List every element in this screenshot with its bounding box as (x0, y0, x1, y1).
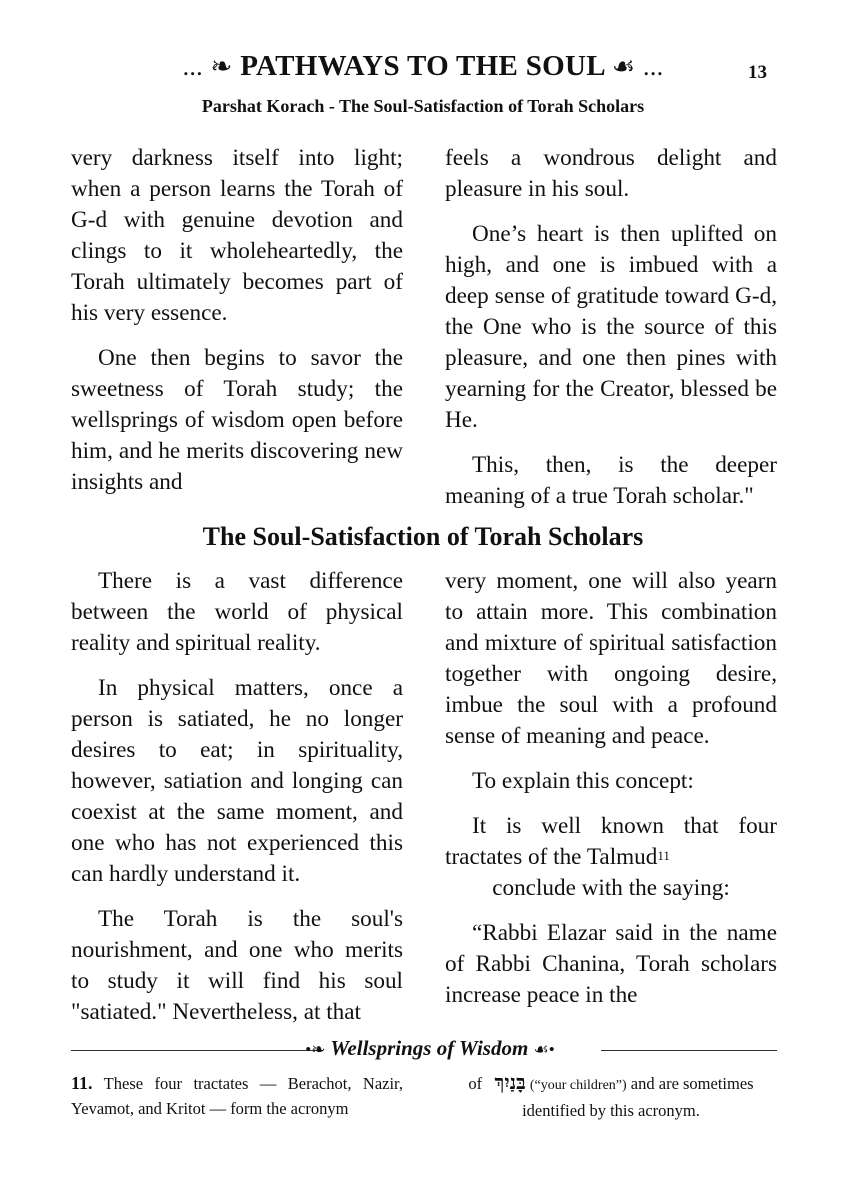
bottom-right-column (445, 566, 777, 1011)
bottom-left-column (71, 566, 403, 1028)
book-title: PATHWAYS TO THE SOUL (240, 50, 605, 82)
paragraph: In physical matters, once a person is satiated, he no longer desires to eat; in spirituality, however, satiation and longing can coexist at the same moment, and one who has not experienced this can hardly understand it. (71, 675, 403, 887)
footnote-text: These four tractates — Berachot, Nazir, Yevamot, and Kritot — form the acronym (71, 1074, 404, 1118)
paragraph: To explain this concept: (472, 768, 694, 794)
swirl-right-icon: ☙ (611, 52, 636, 81)
footnote-gloss: (“your children”) (529, 1078, 627, 1093)
paragraph: very moment, one will also yearn to attain more. This combination and mixture of spiritual satisfaction together with ongoing desire, imbue the soul with a profound sense of meaning and peace. (445, 568, 777, 749)
section-heading: The Soul-Satisfaction of Torah Scholars (202, 522, 644, 551)
top-right-column (445, 143, 777, 526)
paragraph: “Rabbi Elazar said in the name of Rabbi Chanina, Torah scholars increase peace in the (445, 920, 777, 1008)
footer-swirl-left-icon: •❧ (305, 1040, 326, 1059)
top-left-column (71, 143, 403, 498)
paragraph: feels a wondrous delight and pleasure in his soul. (445, 145, 777, 202)
footnote-reference[interactable]: 11 (657, 848, 670, 863)
paragraph: very darkness itself into light; when a person learns the Torah of G-d with genuine devotion and clings to it wholeheartedly, the Torah ultimately becomes part of his very essence. (71, 145, 403, 326)
swirl-left-icon: ❧ (210, 52, 233, 81)
footer-swirl-right-icon: ☙• (533, 1040, 555, 1059)
paragraph: The Torah is the soul's nourishment, and one who merits to study it will find his soul "satiated." Nevertheless, at that (71, 906, 403, 1025)
hebrew-word: בָּנַיִךְ (494, 1072, 526, 1094)
footer-rule-right (601, 1050, 777, 1051)
footnote-left (71, 1071, 403, 1121)
ornament-right-icon: ... (643, 52, 664, 81)
footnote-right: of בָּנַיִךְ (“your children”) and are sometimes identified by this acronym. (468, 1072, 754, 1120)
paragraph: One’s heart is then uplifted on high, and one is imbued with a deep sense of gratitude toward G-d, the One who is the source of this pleasure, and one then pines with yearning for the Creator, blessed be He. (445, 221, 777, 433)
paragraph: This, then, is the deeper meaning of a true Torah scholar." (445, 452, 777, 509)
page-number: 13 (748, 62, 767, 83)
paragraph: One then begins to savor the sweetness of Torah study; the wellsprings of wisdom open before him, and he merits discovering new insights and (71, 345, 403, 495)
running-header (0, 50, 846, 83)
footer-banner (240, 1036, 620, 1061)
footnote-number: 11. (71, 1073, 93, 1093)
ornament-left-icon: ... (182, 52, 203, 81)
chapter-subtitle: Parshat Korach - The Soul-Satisfaction of Torah Scholars (201, 96, 645, 116)
footer-banner-title: Wellsprings of Wisdom (330, 1036, 529, 1060)
paragraph: It is well known that four tractates of the Talmud$^{11}$ conclude with the saying: (445, 813, 777, 901)
paragraph: There is a vast difference between the world of physical reality and spiritual reality. (71, 568, 403, 656)
